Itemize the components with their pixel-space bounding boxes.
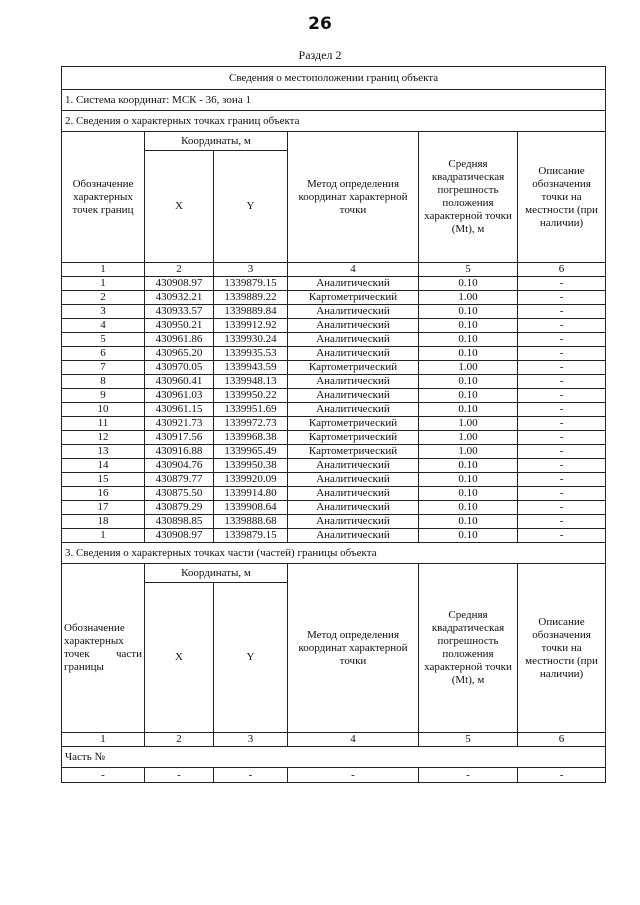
table-cell: Картометрический	[288, 361, 419, 375]
table-cell: -	[419, 768, 518, 783]
table-cell: 1339972.73	[214, 417, 288, 431]
table-row	[62, 501, 606, 515]
table-cell: -	[518, 305, 606, 319]
table-cell: 9	[62, 389, 145, 403]
part-label: Часть №	[62, 747, 606, 768]
table-cell: 430921.73	[145, 417, 214, 431]
table-row	[62, 305, 606, 319]
table-row	[62, 487, 606, 501]
table-cell: -	[518, 375, 606, 389]
coord-system: 1. Система координат: МСК - 36, зона 1	[62, 90, 606, 111]
table-cell: -	[518, 403, 606, 417]
table-cell: 1339889.84	[214, 305, 288, 319]
table-cell: 0.10	[419, 529, 518, 543]
table-cell: -	[518, 333, 606, 347]
table-cell: Картометрический	[288, 417, 419, 431]
table-cell: 6	[62, 347, 145, 361]
table-cell: Аналитический	[288, 473, 419, 487]
table-cell: 17	[62, 501, 145, 515]
col-number: 5	[419, 263, 518, 277]
table-cell: 18	[62, 515, 145, 529]
table-cell: 1.00	[419, 361, 518, 375]
header-description: Описание обозначения точки на местности (при наличии)	[518, 564, 606, 733]
col-number: 4	[288, 733, 419, 747]
table-row	[62, 403, 606, 417]
header-point: Обозначение характерных точек границ	[62, 132, 145, 263]
col-number: 4	[288, 263, 419, 277]
table-cell: 1339935.53	[214, 347, 288, 361]
table-cell: Аналитический	[288, 459, 419, 473]
table-cell: 1339920.09	[214, 473, 288, 487]
table-row	[62, 431, 606, 445]
header-x: X	[145, 151, 214, 263]
table-cell: 0.10	[419, 501, 518, 515]
table-cell: 16	[62, 487, 145, 501]
header-y: Y	[214, 583, 288, 733]
header-point: Обозначение характерных точек части границы	[62, 564, 145, 733]
table-cell: Аналитический	[288, 515, 419, 529]
table-cell: Аналитический	[288, 487, 419, 501]
table-row	[62, 459, 606, 473]
table-row	[62, 375, 606, 389]
header-error: Средняя квадратическая погрешность положения характерной точки (Mt), м	[419, 564, 518, 733]
table-cell: Картометрический	[288, 445, 419, 459]
table-cell: 1339950.22	[214, 389, 288, 403]
table-cell: 1339968.38	[214, 431, 288, 445]
table-cell: 0.10	[419, 403, 518, 417]
table-cell: -	[288, 768, 419, 783]
table-cell: 0.10	[419, 487, 518, 501]
table-cell: 1339930.24	[214, 333, 288, 347]
table-cell: 430932.21	[145, 291, 214, 305]
table-cell: -	[518, 768, 606, 783]
table-cell: Картометрический	[288, 431, 419, 445]
table-cell: 1	[62, 277, 145, 291]
column-numbers-row	[62, 263, 606, 277]
table-cell: 1339965.49	[214, 445, 288, 459]
table-cell: 1339879.15	[214, 529, 288, 543]
empty-row	[62, 768, 606, 783]
table-cell: 1339908.64	[214, 501, 288, 515]
col-number: 6	[518, 733, 606, 747]
table-cell: -	[518, 291, 606, 305]
header-description: Описание обозначения точки на местности (при наличии)	[518, 132, 606, 263]
table-cell: 0.10	[419, 319, 518, 333]
table-cell: -	[518, 529, 606, 543]
table-row	[62, 319, 606, 333]
table-cell: 430904.76	[145, 459, 214, 473]
table-cell: -	[214, 768, 288, 783]
table-cell: 430970.05	[145, 361, 214, 375]
table-cell: Аналитический	[288, 389, 419, 403]
table-cell: 10	[62, 403, 145, 417]
table-cell: 430950.21	[145, 319, 214, 333]
table-cell: 7	[62, 361, 145, 375]
col-number: 2	[145, 263, 214, 277]
table-cell: Аналитический	[288, 529, 419, 543]
table-row	[62, 291, 606, 305]
table-cell: 5	[62, 333, 145, 347]
table-cell: 14	[62, 459, 145, 473]
table-cell: Аналитический	[288, 333, 419, 347]
table-cell: 430961.03	[145, 389, 214, 403]
table-cell: 4	[62, 319, 145, 333]
table-cell: Аналитический	[288, 501, 419, 515]
table-cell: -	[518, 431, 606, 445]
table-cell: 0.10	[419, 277, 518, 291]
table-cell: 1.00	[419, 445, 518, 459]
header-coords: Координаты, м	[145, 132, 288, 151]
table-cell: 430908.97	[145, 277, 214, 291]
table-cell: 0.10	[419, 389, 518, 403]
header-method: Метод определения координат характерной точки	[288, 564, 419, 733]
table-cell: 3	[62, 305, 145, 319]
col-number: 1	[62, 733, 145, 747]
table-cell: 430961.15	[145, 403, 214, 417]
table-row	[62, 515, 606, 529]
table-cell: 8	[62, 375, 145, 389]
table-row	[62, 347, 606, 361]
col-number: 3	[214, 263, 288, 277]
table-cell: 430898.85	[145, 515, 214, 529]
section3-title: 3. Сведения о характерных точках части (частей) границы объекта	[62, 543, 606, 564]
table-cell: 1.00	[419, 431, 518, 445]
table-row	[62, 333, 606, 347]
table-cell: 430965.20	[145, 347, 214, 361]
table-cell: -	[518, 445, 606, 459]
table-cell: 430961.86	[145, 333, 214, 347]
table-cell: 1339889.22	[214, 291, 288, 305]
table-cell: -	[518, 501, 606, 515]
header-error: Средняя квадратическая погрешность положения характерной точки (Mt), м	[419, 132, 518, 263]
table-row	[62, 529, 606, 543]
table-cell: 1339879.15	[214, 277, 288, 291]
table-cell: 430879.77	[145, 473, 214, 487]
table-cell: 1339948.13	[214, 375, 288, 389]
table-cell: 1339950.38	[214, 459, 288, 473]
table-cell: -	[518, 361, 606, 375]
table-cell: 0.10	[419, 375, 518, 389]
table-cell: 430879.29	[145, 501, 214, 515]
table-cell: -	[518, 319, 606, 333]
table-cell: 430960.41	[145, 375, 214, 389]
table-cell: -	[518, 487, 606, 501]
boundary-table	[61, 66, 606, 783]
column-numbers-row	[62, 733, 606, 747]
table-cell: 430908.97	[145, 529, 214, 543]
header-y: Y	[214, 151, 288, 263]
page-number: 26	[308, 14, 332, 34]
table-cell: 0.10	[419, 347, 518, 361]
table-cell: -	[518, 277, 606, 291]
table-cell: 1339888.68	[214, 515, 288, 529]
col-number: 5	[419, 733, 518, 747]
table-cell: -	[518, 417, 606, 431]
col-number: 3	[214, 733, 288, 747]
table-cell: 1.00	[419, 417, 518, 431]
table-cell: -	[518, 459, 606, 473]
table-cell: 13	[62, 445, 145, 459]
table-cell: Аналитический	[288, 375, 419, 389]
table-cell: -	[518, 473, 606, 487]
table-cell: -	[518, 347, 606, 361]
table-cell: -	[62, 768, 145, 783]
header-method: Метод определения координат характерной точки	[288, 132, 419, 263]
table-cell: Картометрический	[288, 291, 419, 305]
table-cell: 1339943.59	[214, 361, 288, 375]
table-row	[62, 417, 606, 431]
table-cell: Аналитический	[288, 319, 419, 333]
table-cell: Аналитический	[288, 305, 419, 319]
table-cell: 1339912.92	[214, 319, 288, 333]
table-cell: 430917.56	[145, 431, 214, 445]
table-row	[62, 361, 606, 375]
col-number: 2	[145, 733, 214, 747]
table-row	[62, 445, 606, 459]
table-cell: 11	[62, 417, 145, 431]
table-cell: Аналитический	[288, 277, 419, 291]
table-cell: Аналитический	[288, 403, 419, 417]
header-x: X	[145, 583, 214, 733]
table-cell: Аналитический	[288, 347, 419, 361]
table-cell: 0.10	[419, 333, 518, 347]
col-number: 6	[518, 263, 606, 277]
table-cell: 12	[62, 431, 145, 445]
col-number: 1	[62, 263, 145, 277]
table-cell: 430916.88	[145, 445, 214, 459]
table-cell: 0.10	[419, 515, 518, 529]
table-title: Сведения о местоположении границ объекта	[62, 67, 606, 90]
table-row	[62, 473, 606, 487]
table-cell: -	[145, 768, 214, 783]
table-cell: 0.10	[419, 473, 518, 487]
table-cell: -	[518, 515, 606, 529]
table-cell: -	[518, 389, 606, 403]
table-cell: 1339914.80	[214, 487, 288, 501]
table-cell: 0.10	[419, 459, 518, 473]
table-cell: 1.00	[419, 291, 518, 305]
table-cell: 1339951.69	[214, 403, 288, 417]
header-coords: Координаты, м	[145, 564, 288, 583]
table-cell: 15	[62, 473, 145, 487]
section2-title: 2. Сведения о характерных точках границ объекта	[62, 111, 606, 132]
table-row	[62, 389, 606, 403]
table-cell: 430933.57	[145, 305, 214, 319]
table-cell: 430875.50	[145, 487, 214, 501]
table-cell: 1	[62, 529, 145, 543]
table-cell: 2	[62, 291, 145, 305]
section-title: Раздел 2	[298, 48, 342, 62]
table-cell: 0.10	[419, 305, 518, 319]
table-row	[62, 277, 606, 291]
